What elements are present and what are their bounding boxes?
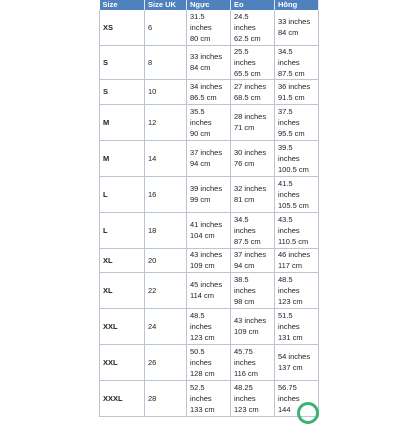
waist-line: 94 cm — [234, 261, 255, 270]
hip-line: 46 inches — [278, 250, 311, 259]
waist-cell — [231, 380, 275, 416]
waist-cell — [231, 272, 275, 308]
uk-size-cell: 8 — [145, 45, 187, 79]
waist-line: 43 inches — [234, 316, 267, 325]
waist-line: 76 cm — [234, 159, 255, 168]
size-cell: XL — [100, 272, 145, 308]
hip-cell — [275, 344, 319, 380]
bust-line: 90 cm — [190, 128, 211, 138]
bust-line: 86.5 cm — [190, 92, 217, 102]
hip-line: 36 inches — [278, 81, 311, 91]
waist-line: 116 cm — [234, 368, 259, 378]
size-cell: S — [100, 45, 145, 79]
hip-line: 110.5 cm — [278, 236, 309, 246]
bust-line: inches — [190, 357, 212, 367]
hip-line: 87.5 cm — [278, 68, 305, 78]
hip-cell — [275, 176, 319, 212]
hip-line: inches — [278, 189, 300, 199]
hip-line: 131 cm — [278, 332, 303, 342]
bust-line: 39 inches — [190, 184, 223, 193]
bust-cell — [187, 79, 231, 104]
hip-line: 56.75 — [278, 382, 297, 392]
bust-line: 34 inches — [190, 81, 223, 91]
size-cell: L — [100, 212, 145, 248]
bust-line: 104 cm — [190, 231, 215, 240]
hip-line: 51.5 — [278, 310, 293, 320]
table-row — [100, 380, 319, 416]
size-cell: L — [100, 176, 145, 212]
hip-line: 91.5 cm — [278, 92, 305, 102]
header-size-uk: Size UK — [145, 0, 187, 10]
bust-line: 109 cm — [190, 261, 215, 270]
hip-line: 33 inches — [278, 17, 311, 27]
waist-line: 71 cm — [234, 123, 255, 132]
waist-cell — [231, 248, 275, 272]
size-cell: M — [100, 104, 145, 140]
waist-line: 109 cm — [234, 327, 259, 336]
bust-line: 80 cm — [190, 33, 211, 43]
waist-line: 98 cm — [234, 296, 255, 306]
bust-line: 31.5 — [190, 11, 205, 21]
table-row — [100, 45, 319, 79]
bust-cell — [187, 104, 231, 140]
waist-cell — [231, 212, 275, 248]
bust-cell — [187, 380, 231, 416]
size-cell: XXXL — [100, 380, 145, 416]
bust-line: 133 cm — [190, 404, 215, 414]
table-row — [100, 344, 319, 380]
uk-size-cell: 18 — [145, 212, 187, 248]
uk-size-cell: 14 — [145, 140, 187, 176]
bust-line: 99 cm — [190, 195, 211, 204]
bust-cell — [187, 248, 231, 272]
bust-line: 45 inches — [190, 280, 223, 289]
hip-cell — [275, 140, 319, 176]
table-row — [100, 272, 319, 308]
table-row — [100, 10, 319, 45]
waist-line: 30 inches — [234, 148, 267, 157]
header-waist: Eo — [231, 0, 275, 10]
circle-icon — [297, 402, 319, 424]
bust-line: 48.5 — [190, 310, 205, 320]
hip-line: inches — [278, 117, 300, 127]
bust-cell — [187, 212, 231, 248]
waist-line: 87.5 cm — [234, 236, 261, 246]
hip-cell — [275, 308, 319, 344]
waist-line: 62.5 cm — [234, 33, 261, 43]
hip-line: inches — [278, 285, 300, 295]
waist-line: 27 inches — [234, 81, 267, 91]
waist-cell — [231, 79, 275, 104]
uk-size-cell: 22 — [145, 272, 187, 308]
bust-cell — [187, 344, 231, 380]
hip-cell — [275, 248, 319, 272]
header-bust: Ngực — [187, 0, 231, 10]
uk-size-cell: 28 — [145, 380, 187, 416]
hip-line: 48.5 — [278, 274, 293, 284]
bust-line: inches — [190, 393, 212, 403]
uk-size-cell: 10 — [145, 79, 187, 104]
bust-line: inches — [190, 22, 212, 32]
waist-cell — [231, 308, 275, 344]
hip-line: 39.5 — [278, 142, 293, 152]
hip-line: 100.5 cm — [278, 164, 309, 174]
uk-size-cell: 16 — [145, 176, 187, 212]
bust-line: 37 inches — [190, 148, 223, 157]
bust-line: 84 cm — [190, 63, 211, 72]
bust-cell — [187, 272, 231, 308]
hip-cell — [275, 272, 319, 308]
hip-line: 117 cm — [278, 261, 303, 270]
size-cell: S — [100, 79, 145, 104]
hip-line: 123 cm — [278, 296, 303, 306]
uk-size-cell: 20 — [145, 248, 187, 272]
bust-cell — [187, 176, 231, 212]
hip-line: 105.5 cm — [278, 200, 309, 210]
bust-cell — [187, 10, 231, 45]
hip-line: 34.5 — [278, 46, 293, 56]
bust-line: 52.5 — [190, 382, 205, 392]
bust-line: 33 inches — [190, 52, 223, 61]
hip-line: 137 cm — [278, 363, 303, 372]
waist-line: 25.5 — [234, 46, 249, 56]
header-hip: Hông — [275, 0, 319, 10]
waist-line: 65.5 cm — [234, 68, 261, 78]
size-cell: XXL — [100, 344, 145, 380]
table-row — [100, 79, 319, 104]
waist-line: 24.5 — [234, 11, 249, 21]
size-cell: M — [100, 140, 145, 176]
table-row — [100, 140, 319, 176]
waist-line: 34.5 — [234, 214, 249, 224]
waist-cell — [231, 10, 275, 45]
bust-line: 50.5 — [190, 346, 205, 356]
hip-line: inches — [278, 321, 300, 331]
table-row — [100, 308, 319, 344]
hip-line: 95.5 cm — [278, 128, 305, 138]
uk-size-cell: 24 — [145, 308, 187, 344]
waist-cell — [231, 140, 275, 176]
header-size: Size — [100, 0, 145, 10]
hip-cell — [275, 45, 319, 79]
waist-line: 28 inches — [234, 112, 267, 121]
size-table — [99, 0, 319, 417]
hip-line: 54 inches — [278, 352, 311, 361]
table-header-row — [100, 0, 319, 10]
bust-line: 114 cm — [190, 291, 215, 300]
bust-line: inches — [190, 321, 212, 331]
bust-line: 35.5 — [190, 106, 205, 116]
waist-cell — [231, 344, 275, 380]
waist-line: inches — [234, 285, 256, 295]
waist-line: 45.75 — [234, 346, 253, 356]
waist-cell — [231, 45, 275, 79]
waist-line: 123 cm — [234, 404, 259, 414]
waist-line: inches — [234, 22, 256, 32]
table-row — [100, 176, 319, 212]
waist-line: 32 inches — [234, 184, 267, 193]
uk-size-cell: 6 — [145, 10, 187, 45]
hip-line: 43.5 — [278, 214, 293, 224]
hip-line: inches — [278, 393, 300, 403]
table-row — [100, 248, 319, 272]
bust-line: 128 cm — [190, 368, 215, 378]
bust-cell — [187, 308, 231, 344]
hip-cell — [275, 104, 319, 140]
hip-cell — [275, 10, 319, 45]
table-row — [100, 212, 319, 248]
bust-line: 43 inches — [190, 250, 223, 259]
hip-cell — [275, 79, 319, 104]
bust-line: 94 cm — [190, 159, 211, 168]
size-cell: XS — [100, 10, 145, 45]
waist-line: 81 cm — [234, 195, 255, 204]
size-chart — [99, 0, 318, 417]
waist-cell — [231, 104, 275, 140]
bust-line: 123 cm — [190, 332, 215, 342]
hip-line: 41.5 — [278, 178, 293, 188]
waist-line: inches — [234, 357, 256, 367]
waist-line: inches — [234, 57, 256, 67]
waist-line: 68.5 cm — [234, 92, 261, 102]
hip-line: inches — [278, 225, 300, 235]
hip-line: 37.5 — [278, 106, 293, 116]
uk-size-cell: 12 — [145, 104, 187, 140]
table-row — [100, 104, 319, 140]
waist-line: 38.5 — [234, 274, 249, 284]
hip-cell — [275, 212, 319, 248]
size-cell: XL — [100, 248, 145, 272]
bust-line: 41 inches — [190, 220, 223, 229]
waist-line: inches — [234, 225, 256, 235]
hip-line: inches — [278, 57, 300, 67]
hip-line: inches — [278, 153, 300, 163]
hip-line: 84 cm — [278, 28, 299, 38]
bust-cell — [187, 140, 231, 176]
waist-cell — [231, 176, 275, 212]
waist-line: 48.25 — [234, 382, 253, 392]
uk-size-cell: 26 — [145, 344, 187, 380]
bust-cell — [187, 45, 231, 79]
bust-line: inches — [190, 117, 212, 127]
size-cell: XXL — [100, 308, 145, 344]
hip-line: 144 — [278, 404, 291, 414]
waist-line: inches — [234, 393, 256, 403]
waist-line: 37 inches — [234, 250, 267, 259]
